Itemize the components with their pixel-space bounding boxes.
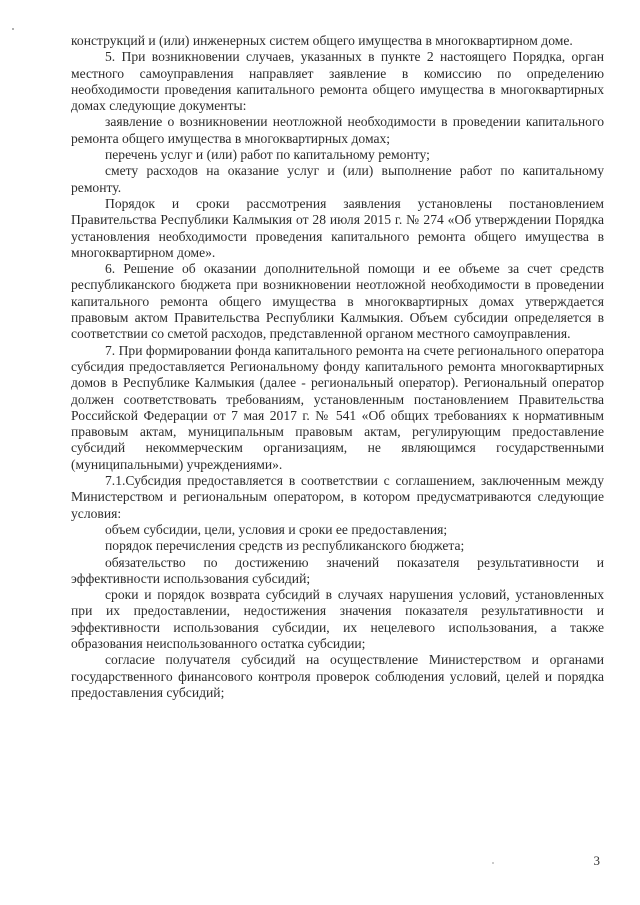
- paragraph: конструкций и (или) инженерных систем общего имущества в многоквартирном доме.: [71, 33, 573, 48]
- paragraph: обязательство по достижению значений показателя результативности и эффективности использования субсидий;: [71, 554, 604, 586]
- paragraph: согласие получателя субсидий на осуществление Министерством и органами государственного финансового контроля проверок соблюдения условий, целей и порядка предоставления субсидий;: [71, 652, 604, 700]
- scan-speck: [12, 28, 14, 30]
- paragraph: объем субсидии, цели, условия и сроки ее предоставления;: [105, 521, 448, 537]
- paragraph: 7. При формировании фонда капитального ремонта на счете регионального оператора субсидия предоставляется Региональному фонду капитального ремонта многоквартирных домов в Республике Калмыкия (далее - региональный оператор). Региональный оператор должен соответствовать требованиям, установленным постановлением Правительства Российской Федерации от 7 мая 2017 г. № 541 «Об общих требованиях к нормативным правовым актам, муниципальным правовым актам, регулирующим предоставление субсидий некоммерческим организациям, не являющимся государственными (муниципальными) учреждениями».: [71, 342, 604, 472]
- paragraph: перечень услуг и (или) работ по капитальному ремонту;: [105, 147, 430, 163]
- document-body: [71, 33, 604, 701]
- paragraph: 7.1.Субсидия предоставляется в соответствии с соглашением, заключенным между Министерством и региональным оператором, в котором предусматриваются следующие условия:: [71, 473, 604, 521]
- paragraph: порядок перечисления средств из республиканского бюджета;: [105, 538, 465, 554]
- page-number: 3: [593, 853, 600, 868]
- paragraph: 6. Решение об оказании дополнительной помощи и ее объеме за счет средств республиканского бюджета при возникновении неотложной необходимости в проведении капитального ремонта общего имущества в многоквартирных домах утверждается правовым актом Правительства Республики Калмыкия. Объем субсидии определяется в соответствии со сметой расходов, представленной органом местного самоуправления.: [71, 261, 604, 342]
- paragraph: сроки и порядок возврата субсидий в случаях нарушения условий, установленных при их предоставлении, недостижения значения показателя результативности и эффективности использования субсидии, их нецелевого использования, а также образования неиспользованного остатка субсидии;: [71, 587, 604, 651]
- paragraph: Порядок и сроки рассмотрения заявления установлены постановлением Правительства Республики Калмыкия от 28 июля 2015 г. № 274 «Об утверждении Порядка установления необходимости проведения капитального ремонта общего имущества в многоквартирном доме».: [71, 195, 604, 260]
- paragraph: смету расходов на оказание услуг и (или) выполнение работ по капитальному ремонту.: [71, 163, 604, 195]
- scan-speck: [492, 862, 494, 864]
- paragraph: 5. При возникновении случаев, указанных в пункте 2 настоящего Порядка, орган местного самоуправления направляет заявление в комиссию по определению необходимости проведения капитального ремонта общего имущества в многоквартирных домах следующие документы:: [71, 49, 604, 114]
- paragraph: заявление о возникновении неотложной необходимости в проведении капитального ремонта общего имущества в многоквартирных домах;: [71, 114, 604, 146]
